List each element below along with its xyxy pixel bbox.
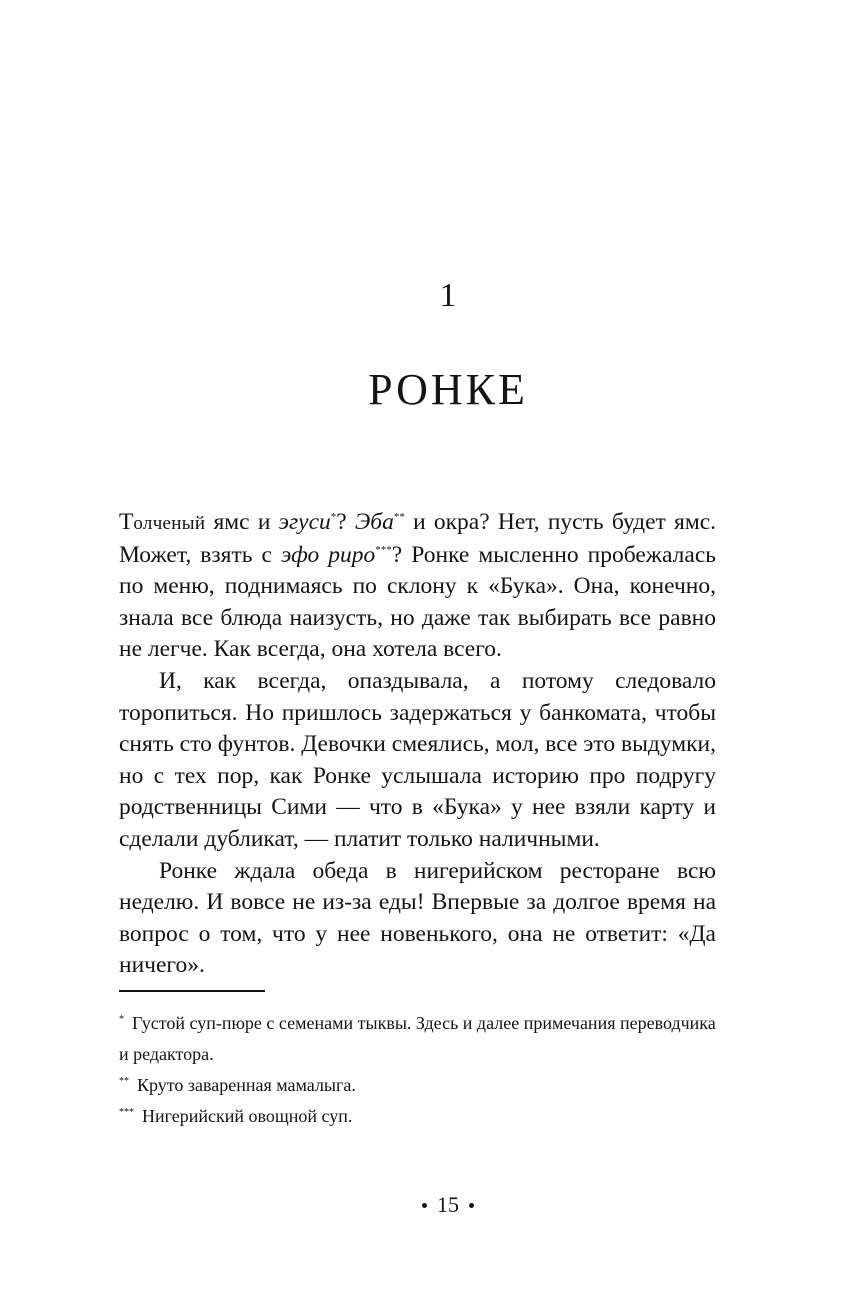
chapter-title: РОНКЕ: [368, 365, 528, 414]
footnote-mark: ***: [119, 1107, 134, 1118]
footnote-marker-2: **: [393, 511, 405, 523]
footnote-marker-1: *: [330, 511, 337, 523]
italic-term-eba: Эба: [354, 509, 394, 535]
footnotes: [119, 1008, 716, 1132]
footnote-marker-3: ***: [375, 543, 392, 556]
text-segment: и окра? Нет, пусть будет ямс. Может, взять с: [119, 509, 717, 568]
footnote-divider: [119, 990, 265, 992]
footnote-1: [119, 1008, 716, 1070]
footnote-mark: *: [119, 1014, 124, 1025]
footnote-mark: **: [119, 1076, 129, 1087]
text-segment: ? Ронке мысленно пробежалась по меню, поднимаясь по склону к «Бука». Она, конечно, знала все блюда наизусть, но даже так выбирать все равно не легче. Как всегда, она хотела всего.: [119, 541, 716, 663]
bullet-icon: [422, 1203, 427, 1208]
page-number: 15: [437, 1192, 459, 1217]
italic-term-egusi: эгуси: [278, 509, 331, 535]
paragraph-3: Ронке ждала обеда в нигерийском ресторане всю неделю. И вовсе не из-за еды! Впервые за долгое время на вопрос о том, что у нее новенького, она не ответит: «Да ничего».: [119, 857, 716, 979]
smallcaps-rest: олченый: [133, 513, 206, 534]
footnote-text: Круто заваренная мамалыга.: [137, 1075, 356, 1095]
footnote-text: Нигерийский овощной суп.: [142, 1106, 353, 1126]
chapter-number: 1: [439, 277, 457, 314]
paragraph-2: И, как всегда, опаздывала, а потому следовало торопиться. Но пришлось задержаться у банкомата, чтобы снять сто фунтов. Девочки смеялись, мол, все это выдумки, но с тех пор, как Ронке услышала историю про подругу родственницы Сими — что в «Бука» у нее взяли карту и сделали дубликат, — платит только наличными.: [119, 667, 716, 852]
page-number-footer: [0, 1190, 862, 1220]
text-segment: ?: [336, 509, 355, 535]
text-segment: ямс и: [205, 509, 279, 535]
italic-term-efo-riro: эфо риро: [281, 541, 376, 568]
paragraph-1: [119, 507, 716, 666]
footnote-3: [119, 1101, 716, 1132]
body-text: [119, 507, 716, 982]
footnote-text: Густой суп-пюре с семенами тыквы. Здесь и далее примечания переводчика и редактора.: [119, 1013, 716, 1064]
footnote-2: [119, 1070, 716, 1101]
drop-smallcaps-first: Т: [119, 509, 134, 535]
bullet-icon: [469, 1203, 474, 1208]
